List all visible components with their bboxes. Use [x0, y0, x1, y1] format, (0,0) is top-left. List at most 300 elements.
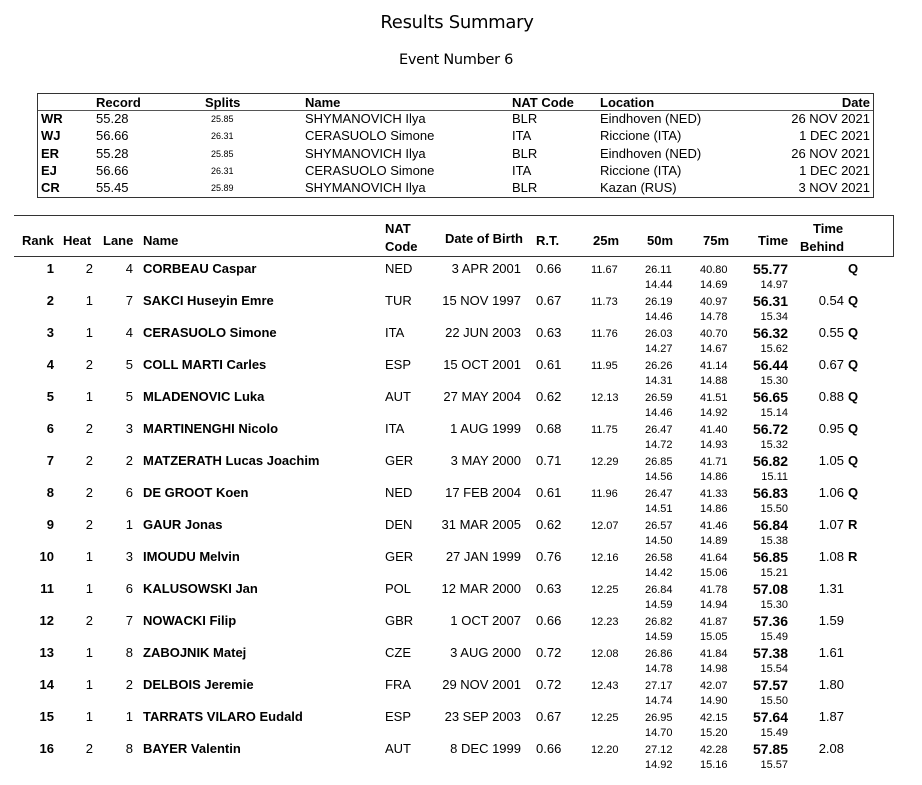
rank: 11 — [40, 581, 54, 596]
record-date: 1 DEC 2021 — [799, 128, 870, 144]
qualification-flag: Q — [848, 421, 859, 436]
reaction-time: 0.61 — [536, 485, 562, 500]
rank: 10 — [39, 549, 54, 564]
final-time: 57.36 — [752, 613, 788, 629]
date-of-birth: 15 OCT 2001 — [443, 357, 521, 372]
time-behind: 1.06 — [818, 485, 844, 500]
lane: 3 — [125, 549, 133, 564]
reaction-time: 0.62 — [536, 517, 562, 532]
col-dob: Date of Birth — [445, 231, 523, 246]
split-25m: 11.75 — [591, 424, 618, 436]
final-time: 57.85 — [752, 741, 788, 757]
split-25m: 12.16 — [591, 552, 619, 564]
lap-split-50m: 14.51 — [645, 503, 673, 515]
rank: 5 — [46, 389, 54, 404]
date-of-birth: 17 FEB 2004 — [445, 485, 521, 500]
col-rank: Rank — [22, 233, 54, 248]
swimmer-name: CERASUOLO Simone — [143, 325, 277, 340]
date-of-birth: 27 JAN 1999 — [445, 549, 521, 564]
lap-split-75m: 15.16 — [700, 759, 728, 771]
record-nat-code: BLR — [512, 180, 538, 196]
rank: 16 — [39, 741, 54, 756]
result-row — [0, 709, 922, 741]
lap-split-50m: 14.72 — [645, 439, 673, 451]
final-time: 57.57 — [752, 677, 788, 693]
lane: 8 — [125, 645, 133, 660]
lap-split-50m: 14.59 — [645, 599, 673, 611]
record-nat-code: BLR — [512, 111, 538, 126]
split-75m: 42.15 — [700, 712, 728, 724]
heat: 2 — [85, 485, 93, 500]
date-of-birth: 12 MAR 2000 — [441, 581, 521, 596]
heat: 1 — [85, 709, 93, 724]
record-nat-code: ITA — [512, 128, 532, 144]
split-25m: 11.76 — [591, 328, 618, 340]
lap-split-50m: 14.46 — [645, 407, 673, 419]
heat: 1 — [85, 325, 93, 340]
split-50m: 26.57 — [645, 520, 673, 532]
lap-split-75m: 14.67 — [700, 343, 728, 355]
final-time: 56.44 — [752, 357, 788, 373]
lane: 5 — [125, 389, 133, 404]
record-nat-code: ITA — [512, 162, 532, 178]
lap-split-100m: 15.49 — [760, 727, 788, 739]
lane: 7 — [125, 613, 133, 628]
record-time: 55.28 — [96, 145, 129, 161]
swimmer-name: MATZERATH Lucas Joachim — [143, 453, 320, 468]
swimmer-name: COLL MARTI Carles — [143, 357, 267, 372]
qualification-flag: Q — [848, 389, 859, 404]
split-75m: 41.71 — [700, 456, 728, 468]
heat: 2 — [85, 453, 93, 468]
split-25m: 11.95 — [591, 360, 618, 372]
lap-split-100m: 15.38 — [760, 535, 788, 547]
time-behind: 1.05 — [818, 453, 844, 468]
qualification-flag: R — [848, 549, 858, 564]
lap-split-100m: 15.32 — [760, 439, 788, 451]
record-row — [38, 128, 873, 145]
final-time: 56.72 — [752, 421, 788, 437]
lap-split-100m: 15.57 — [760, 759, 788, 771]
records-header-location: Location — [600, 95, 655, 110]
reaction-time: 0.76 — [536, 549, 562, 564]
heat: 2 — [85, 613, 93, 628]
record-code: WJ — [41, 128, 61, 144]
lap-split-75m: 14.69 — [700, 279, 728, 291]
heat: 1 — [85, 645, 93, 660]
lap-split-100m: 15.34 — [760, 311, 788, 323]
lap-split-100m: 15.30 — [760, 599, 788, 611]
split-75m: 41.78 — [700, 584, 728, 596]
record-code: EJ — [41, 162, 57, 178]
nat-code: ITA — [385, 421, 405, 436]
time-behind: 1.80 — [818, 677, 844, 692]
split-75m: 42.28 — [700, 744, 728, 756]
record-split: 26.31 — [211, 131, 234, 142]
date-of-birth: 3 MAY 2000 — [450, 453, 521, 468]
record-split: 25.85 — [211, 148, 234, 159]
time-behind: 1.59 — [818, 613, 844, 628]
result-row — [0, 389, 922, 421]
lane: 5 — [125, 357, 133, 372]
records-header-date: Date — [841, 95, 870, 110]
final-time: 57.08 — [752, 581, 788, 597]
lap-split-100m: 15.14 — [760, 407, 788, 419]
heat: 2 — [85, 517, 93, 532]
result-row — [0, 485, 922, 517]
heat: 1 — [85, 389, 93, 404]
lap-split-75m: 14.90 — [700, 695, 728, 707]
records-header-record: Record — [96, 95, 141, 110]
final-time: 56.31 — [752, 293, 788, 309]
time-behind: 1.07 — [818, 517, 844, 532]
swimmer-name: BAYER Valentin — [143, 741, 241, 756]
record-date: 26 NOV 2021 — [791, 111, 870, 126]
date-of-birth: 1 AUG 1999 — [450, 421, 521, 436]
split-25m: 12.29 — [591, 456, 619, 468]
split-75m: 41.46 — [700, 520, 728, 532]
qualification-flag: Q — [848, 453, 859, 468]
lane: 3 — [125, 421, 133, 436]
split-25m: 12.07 — [591, 520, 619, 532]
rank: 8 — [46, 485, 54, 500]
lane: 8 — [125, 741, 133, 756]
final-time: 56.65 — [752, 389, 788, 405]
record-location: Eindhoven (NED) — [600, 111, 702, 126]
qualification-flag: R — [848, 517, 858, 532]
result-row — [0, 325, 922, 357]
time-behind: 2.08 — [818, 741, 844, 756]
date-of-birth: 1 OCT 2007 — [450, 613, 521, 628]
split-50m: 26.84 — [645, 584, 673, 596]
record-time: 56.66 — [96, 162, 129, 178]
nat-code: TUR — [385, 293, 412, 308]
qualification-flag: Q — [848, 325, 859, 340]
nat-code: GER — [385, 453, 414, 468]
reaction-time: 0.63 — [536, 325, 562, 340]
split-50m: 26.59 — [645, 392, 673, 404]
records-table — [37, 93, 874, 198]
record-date: 26 NOV 2021 — [791, 145, 870, 161]
reaction-time: 0.66 — [536, 613, 562, 628]
nat-code: CZE — [385, 645, 411, 660]
split-75m: 40.80 — [700, 264, 728, 276]
swimmer-name: SAKCI Huseyin Emre — [143, 293, 274, 308]
split-50m: 26.58 — [645, 552, 673, 564]
result-row — [0, 421, 922, 453]
final-time: 57.64 — [752, 709, 788, 725]
col-behind-line1: Time — [813, 221, 844, 236]
record-row — [38, 180, 873, 197]
split-75m: 41.33 — [700, 488, 728, 500]
lap-split-75m: 14.88 — [700, 375, 728, 387]
col-50m: 50m — [647, 233, 674, 248]
lap-split-50m: 14.70 — [645, 727, 673, 739]
date-of-birth: 23 SEP 2003 — [444, 709, 521, 724]
lap-split-50m: 14.92 — [645, 759, 673, 771]
qualification-flag: Q — [848, 261, 859, 276]
col-time: Time — [758, 233, 789, 248]
lap-split-100m: 15.11 — [761, 471, 788, 483]
reaction-time: 0.62 — [536, 389, 562, 404]
nat-code: ITA — [385, 325, 405, 340]
final-time: 57.38 — [752, 645, 788, 661]
record-split: 25.85 — [211, 114, 234, 124]
qualification-flag: Q — [848, 485, 859, 500]
record-holder-name: CERASUOLO Simone — [305, 128, 435, 144]
nat-code: GBR — [385, 613, 414, 628]
split-75m: 41.84 — [700, 648, 728, 660]
swimmer-name: MARTINENGHI Nicolo — [143, 421, 279, 436]
reaction-time: 0.71 — [536, 453, 562, 468]
nat-code: DEN — [385, 517, 413, 532]
reaction-time: 0.66 — [536, 741, 562, 756]
nat-code: NED — [385, 261, 413, 276]
swimmer-name: IMOUDU Melvin — [143, 549, 240, 564]
record-location: Eindhoven (NED) — [600, 145, 702, 161]
rank: 14 — [39, 677, 54, 692]
record-code: WR — [41, 111, 63, 126]
split-75m: 41.87 — [700, 616, 728, 628]
event-number: Event Number 6 — [398, 52, 514, 68]
result-row — [0, 261, 922, 293]
record-holder-name: SHYMANOVICH Ilya — [305, 180, 426, 196]
time-behind: 0.88 — [818, 389, 844, 404]
split-25m: 12.23 — [591, 616, 619, 628]
lane: 6 — [125, 581, 133, 596]
records-header-splits: Splits — [205, 95, 241, 110]
split-75m: 41.64 — [700, 552, 728, 564]
lap-split-100m: 15.54 — [760, 663, 788, 675]
split-50m: 27.17 — [645, 680, 673, 692]
time-behind: 0.67 — [818, 357, 844, 372]
split-50m: 26.82 — [645, 616, 673, 628]
swimmer-name: NOWACKI Filip — [143, 613, 237, 628]
heat: 2 — [85, 741, 93, 756]
date-of-birth: 27 MAY 2004 — [443, 389, 521, 404]
nat-code: ESP — [385, 709, 412, 724]
result-row — [0, 357, 922, 389]
heat: 1 — [85, 581, 93, 596]
lap-split-75m: 14.92 — [700, 407, 728, 419]
heat: 1 — [85, 293, 93, 308]
records-header-name: Name — [305, 95, 341, 110]
heat: 2 — [85, 421, 93, 436]
time-behind: 1.61 — [818, 645, 844, 660]
record-code: ER — [41, 145, 60, 161]
lap-split-75m: 15.05 — [700, 631, 728, 643]
record-location: Riccione (ITA) — [600, 128, 682, 144]
col-25m: 25m — [593, 233, 620, 248]
split-50m: 26.86 — [645, 648, 673, 660]
date-of-birth: 3 APR 2001 — [451, 261, 521, 276]
result-row — [0, 645, 922, 677]
lane: 4 — [125, 261, 133, 276]
heat: 1 — [85, 677, 93, 692]
nat-code: FRA — [385, 677, 411, 692]
date-of-birth: 15 NOV 1997 — [442, 293, 521, 308]
split-50m: 26.26 — [645, 360, 673, 372]
swimmer-name: TARRATS VILARO Eudald — [143, 709, 303, 724]
swimmer-name: CORBEAU Caspar — [143, 261, 257, 276]
record-row — [38, 146, 873, 163]
swimmer-name: DE GROOT Koen — [143, 485, 249, 500]
split-50m: 26.47 — [645, 424, 673, 436]
split-75m: 40.97 — [700, 296, 728, 308]
date-of-birth: 3 AUG 2000 — [450, 645, 521, 660]
rank: 12 — [39, 613, 54, 628]
lap-split-75m: 14.94 — [700, 599, 728, 611]
date-of-birth: 22 JUN 2003 — [445, 325, 521, 340]
lane: 4 — [125, 325, 133, 340]
lap-split-50m: 14.46 — [645, 311, 673, 323]
nat-code: ESP — [385, 357, 412, 372]
nat-code: AUT — [385, 389, 411, 404]
split-75m: 41.40 — [700, 424, 728, 436]
reaction-time: 0.72 — [536, 645, 562, 660]
split-50m: 26.19 — [645, 296, 673, 308]
lane: 2 — [125, 677, 133, 692]
lap-split-50m: 14.78 — [645, 663, 673, 675]
lap-split-100m: 15.50 — [760, 695, 788, 707]
record-code: CR — [41, 180, 60, 196]
final-time: 56.84 — [752, 517, 788, 533]
time-behind: 1.31 — [818, 581, 844, 596]
rank: 1 — [46, 261, 54, 276]
rank: 13 — [39, 645, 54, 660]
lap-split-100m: 15.30 — [760, 375, 788, 387]
result-row — [0, 453, 922, 485]
split-75m: 40.70 — [700, 328, 728, 340]
swimmer-name: ZABOJNIK Matej — [143, 645, 247, 660]
final-time: 56.85 — [752, 549, 788, 565]
result-row — [0, 741, 922, 773]
col-heat: Heat — [63, 233, 92, 248]
swimmer-name: MLADENOVIC Luka — [143, 389, 265, 404]
record-holder-name: SHYMANOVICH Ilya — [305, 111, 426, 126]
split-25m: 12.25 — [591, 712, 619, 724]
record-location: Riccione (ITA) — [600, 162, 682, 178]
split-50m: 26.47 — [645, 488, 673, 500]
nat-code: POL — [385, 581, 412, 596]
reaction-time: 0.72 — [536, 677, 562, 692]
reaction-time: 0.66 — [536, 261, 562, 276]
lap-split-100m: 14.97 — [760, 279, 788, 291]
record-time: 55.45 — [96, 180, 129, 196]
result-row — [0, 517, 922, 549]
split-25m: 12.25 — [591, 584, 619, 596]
lane: 2 — [125, 453, 133, 468]
rank: 9 — [46, 517, 54, 532]
final-time: 56.83 — [752, 485, 788, 501]
lap-split-100m: 15.21 — [760, 567, 788, 579]
record-holder-name: SHYMANOVICH Ilya — [305, 145, 426, 161]
split-50m: 26.11 — [645, 264, 672, 276]
page-title: Results Summary — [380, 12, 534, 33]
time-behind: 0.54 — [818, 293, 844, 308]
rank: 4 — [46, 357, 54, 372]
final-time: 56.82 — [752, 453, 788, 469]
record-row — [38, 163, 873, 180]
swimmer-name: GAUR Jonas — [143, 517, 223, 532]
lap-split-50m: 14.50 — [645, 535, 673, 547]
result-row — [0, 549, 922, 581]
record-split: 25.89 — [211, 183, 234, 194]
record-holder-name: CERASUOLO Simone — [305, 162, 435, 178]
col-75m: 75m — [703, 233, 730, 248]
final-time: 55.77 — [752, 261, 788, 277]
lap-split-75m: 14.89 — [700, 535, 728, 547]
lap-split-75m: 14.93 — [700, 439, 728, 451]
reaction-time: 0.68 — [536, 421, 562, 436]
result-row — [0, 613, 922, 645]
reaction-time: 0.61 — [536, 357, 562, 372]
split-25m: 11.96 — [591, 488, 618, 500]
record-nat-code: BLR — [512, 145, 538, 161]
result-row — [0, 581, 922, 613]
lane: 7 — [125, 293, 133, 308]
col-nat-line1: NAT — [385, 221, 411, 236]
lane: 1 — [125, 517, 133, 532]
col-nat-line2: Code — [385, 239, 418, 254]
rank: 6 — [46, 421, 54, 436]
record-time: 55.28 — [96, 111, 129, 126]
reaction-time: 0.67 — [536, 293, 562, 308]
lane: 1 — [125, 709, 133, 724]
nat-code: NED — [385, 485, 413, 500]
swimmer-name: DELBOIS Jeremie — [143, 677, 254, 692]
result-row — [0, 293, 922, 325]
lap-split-100m: 15.50 — [760, 503, 788, 515]
lap-split-50m: 14.59 — [645, 631, 673, 643]
lap-split-75m: 15.06 — [700, 567, 728, 579]
lap-split-50m: 14.27 — [645, 343, 673, 355]
time-behind: 0.95 — [818, 421, 844, 436]
col-rt: R.T. — [536, 233, 560, 248]
heat: 2 — [85, 357, 93, 372]
lap-split-75m: 15.20 — [700, 727, 728, 739]
lap-split-75m: 14.78 — [700, 311, 728, 323]
record-date: 1 DEC 2021 — [799, 162, 870, 178]
records-header-nat-code: NAT Code — [512, 95, 574, 110]
split-50m: 27.12 — [645, 744, 673, 756]
results-header — [14, 215, 894, 257]
nat-code: GER — [385, 549, 414, 564]
heat: 1 — [85, 549, 93, 564]
rank: 3 — [46, 325, 54, 340]
rank: 7 — [46, 453, 54, 468]
split-75m: 41.51 — [700, 392, 728, 404]
lap-split-75m: 14.98 — [700, 663, 728, 675]
col-lane: Lane — [103, 233, 134, 248]
swimmer-name: KALUSOWSKI Jan — [143, 581, 258, 596]
lap-split-50m: 14.56 — [645, 471, 673, 483]
lane: 6 — [125, 485, 133, 500]
col-behind-line2: Behind — [800, 239, 845, 254]
time-behind: 1.87 — [818, 709, 844, 724]
lap-split-50m: 14.31 — [645, 375, 673, 387]
record-split: 26.31 — [211, 165, 234, 176]
split-25m: 11.73 — [591, 296, 618, 308]
date-of-birth: 29 NOV 2001 — [442, 677, 521, 692]
lap-split-100m: 15.49 — [760, 631, 788, 643]
record-date: 3 NOV 2021 — [798, 180, 870, 196]
lap-split-75m: 14.86 — [700, 471, 728, 483]
date-of-birth: 31 MAR 2005 — [441, 517, 521, 532]
lap-split-100m: 15.62 — [760, 343, 788, 355]
split-75m: 42.07 — [700, 680, 728, 692]
final-time: 56.32 — [752, 325, 788, 341]
